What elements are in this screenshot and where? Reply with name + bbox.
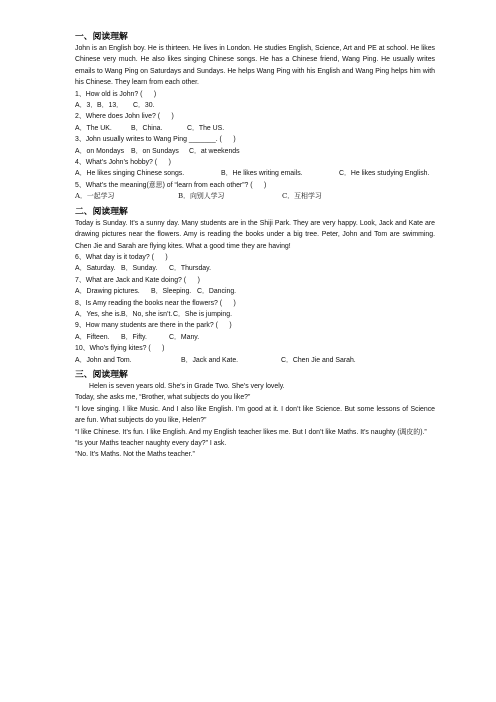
option-c[interactable]: C．She is jumping. [173,310,232,318]
reading-line: “I love singing. I like Music. And I also like English. I’m good at it. I don’t like Science. But some lessons of Science are fun. What subjects do you like, Helen?” [75,405,435,425]
option-c[interactable]: C．The US. [187,124,225,132]
question-text: 3、John usually writes to Wang Ping _______. ( ) [75,136,236,144]
question-5 [75,180,435,203]
option-b[interactable]: B．China. [131,124,163,132]
reading-line: Today, she asks me, “Brother, what subjects do you like?” [75,394,251,402]
worksheet [75,28,435,461]
question-text: 7、What are Jack and Kate doing? ( ) [75,276,200,284]
reading-line: Helen is seven years old. She’s in Grade Two. She’s very lovely. [89,382,285,390]
option-a[interactable]: A．Fifteen. [75,333,110,341]
question-text: 8、Is Amy reading the books near the flowers? ( ) [75,299,236,307]
option-b[interactable]: B．No, she isn’t. [121,310,173,318]
option-c[interactable]: C．He likes studying English. [339,170,430,178]
option-b[interactable]: B．Jack and Kate. [181,356,239,364]
question-text: 2、Where does John live? ( ) [75,113,174,121]
question-text: 1、How old is John? ( ) [75,90,157,98]
option-b[interactable]: B．向别人学习 [178,192,225,201]
section-title: 二、阅读理解 [75,205,128,216]
option-b[interactable]: B．on Sundays [131,147,179,155]
section-2 [75,205,435,366]
question-6 [75,252,435,275]
question-9 [75,320,435,343]
reading-line: “I like Chinese. It’s fun. I like English. And my English teacher likes me. But I don’t like Maths. It’s naughty (调皮的).” [75,428,427,436]
option-a[interactable]: A．The UK. [75,124,112,132]
option-c[interactable]: C．Chen Jie and Sarah. [281,356,356,364]
reading-passage: John is an English boy. He is thirteen. He lives in London. He studies English, Science, Art and PE at school. He likes Chinese very much. He also likes singing Chinese songs. He has a Chinese friend, Wang Ping. He usually writes emails to Wang Ping on Saturdays and Sundays. He helps Wang Ping with his English and Wang Ping helps him with his Chinese. They learn from each other. [75,45,435,87]
question-8 [75,298,435,321]
option-a[interactable]: A．Saturday. [75,265,116,273]
option-c[interactable]: C．at weekends [189,147,240,155]
section-title: 三、阅读理解 [75,368,128,379]
question-text: 10、Who’s flying kites? ( ) [75,345,165,353]
option-b[interactable]: B．Sunday. [121,265,158,273]
question-text: 5、What’s the meaning(意思) of “learn from each other”? ( ) [75,181,267,189]
option-a[interactable]: A．on Mondays [75,147,125,155]
option-a[interactable]: A．一起学习 [75,192,115,201]
reading-line: “No. It’s Maths. Not the Maths teacher.” [75,451,195,459]
option-c[interactable]: C．Thursday. [169,265,211,273]
option-b[interactable]: B．He likes writing emails. [221,170,303,178]
option-c[interactable]: C．30. [133,102,155,110]
option-c[interactable]: C．互相学习 [282,192,322,201]
section-1 [75,30,435,203]
question-text: 4、What’s John’s hobby? ( ) [75,159,171,167]
option-a[interactable]: A．John and Tom. [75,356,132,364]
question-10 [75,343,435,366]
question-text: 9、How many students are there in the park? ( ) [75,322,232,330]
option-a[interactable]: A．Drawing pictures. [75,288,140,296]
question-2 [75,111,435,134]
question-text: 6、What day is it today? ( ) [75,253,168,261]
reading-passage: Today is Sunday. It’s a sunny day. Many students are in the Shiji Park. They are very happy. Look, Jack and Kate are drawing pictures near the flowers. Amy is reading the books under a big tree. Peter, John and Tom are swimming. Chen Jie and Sarah are flying kites. What a good time they are having! [75,219,435,250]
section-title: 一、阅读理解 [75,31,128,41]
option-b[interactable]: B．Sleeping. [151,288,192,296]
option-a[interactable]: A．He likes singing Chinese songs. [75,170,185,178]
option-c[interactable]: C．Dancing. [197,288,237,296]
option-b[interactable]: B．Fifty. [121,333,147,341]
option-c[interactable]: C．Many. [169,333,200,341]
question-4 [75,157,435,180]
option-a[interactable]: A．Yes, she is. [75,310,122,318]
question-1 [75,89,435,112]
question-7 [75,275,435,298]
question-3 [75,134,435,157]
section-3 [75,368,435,461]
option-b[interactable]: B．13． [97,102,124,110]
reading-line: “Is your Maths teacher naughty every day?” I ask. [75,440,227,447]
option-a[interactable]: A．3． [75,102,98,110]
